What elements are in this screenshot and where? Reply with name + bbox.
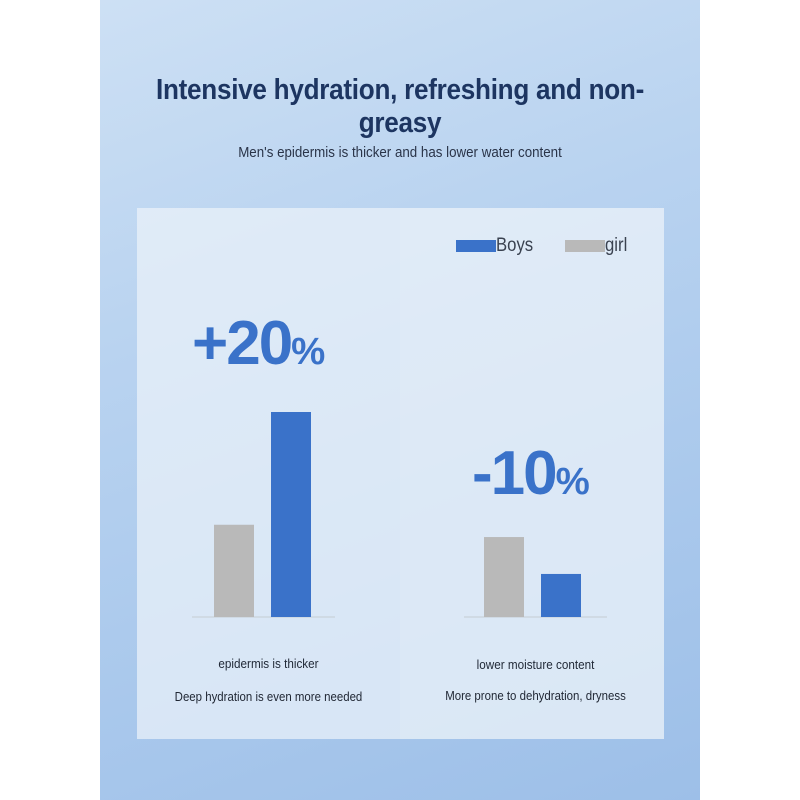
chart2-caption: lower moisture content	[476, 657, 595, 672]
chart1-value-unit: %	[291, 330, 326, 373]
chart2-bar-girl	[484, 537, 524, 617]
chart1-bar-boys	[271, 412, 311, 617]
chart1-caption: epidermis is thicker	[218, 656, 319, 671]
chart-panel	[137, 208, 664, 739]
chart1-note: Deep hydration is even more needed	[174, 689, 363, 704]
chart2-value-unit: %	[555, 460, 590, 503]
page-title: Intensive hydration, refreshing and non-greasy	[155, 74, 645, 139]
chart2-bar-boys	[541, 574, 581, 617]
chart2-note: More prone to dehydration, dryness	[445, 688, 626, 703]
chart1-value-number: +20	[192, 309, 292, 378]
chart2-value-number: -10	[472, 439, 556, 508]
page-subtitle: Men's epidermis is thicker and has lower water content	[238, 145, 562, 161]
poster	[100, 0, 700, 800]
legend-girl-label: girl	[605, 235, 628, 256]
chart1-bar-girl	[214, 525, 254, 617]
legend-boys-label: Boys	[496, 235, 534, 256]
